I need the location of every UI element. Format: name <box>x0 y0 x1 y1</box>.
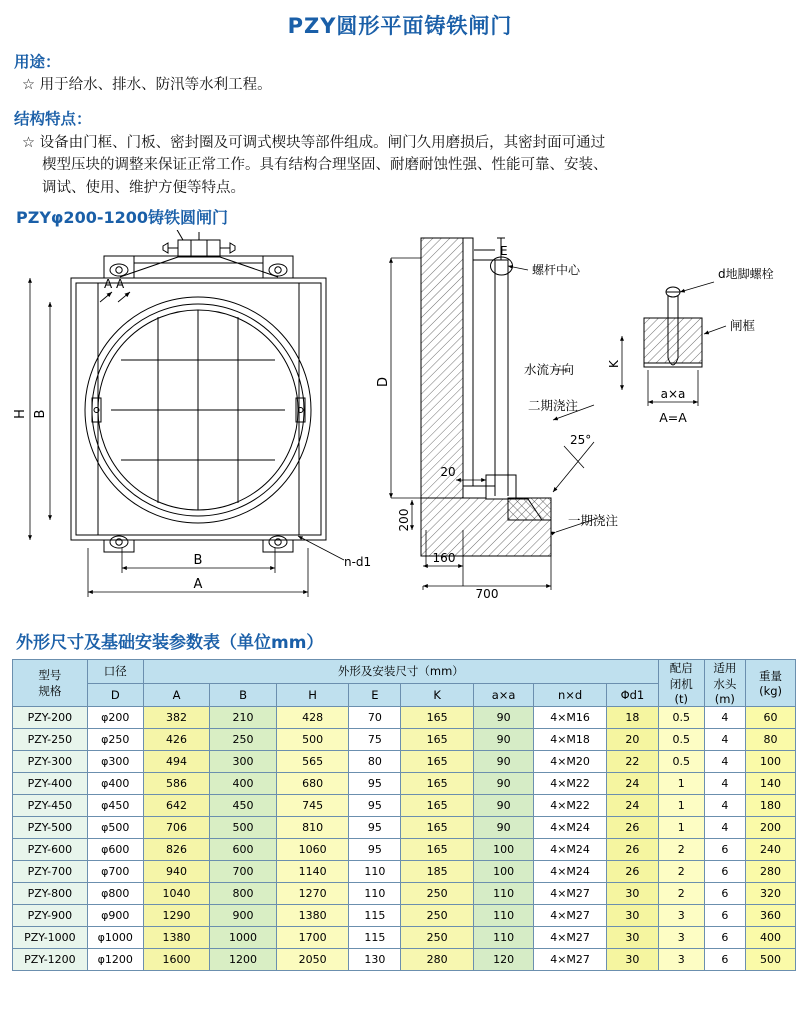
cell-hoist: 0.5 <box>658 707 704 729</box>
cell-k: 165 <box>401 729 474 751</box>
cell-hoist: 1 <box>658 773 704 795</box>
cell-axa: 110 <box>474 905 534 927</box>
cell-phid: 30 <box>606 883 658 905</box>
cell-e: 115 <box>349 927 401 949</box>
cell-axa: 100 <box>474 839 534 861</box>
cell-hoist: 1 <box>658 795 704 817</box>
section-structure-heading: 结构特点： <box>14 109 92 128</box>
cell-headwater: 4 <box>704 707 746 729</box>
technical-drawing <box>8 230 792 620</box>
col-header-d: D <box>87 683 143 707</box>
cell-b: 700 <box>210 861 276 883</box>
cell-axa: 110 <box>474 883 534 905</box>
cell-hoist: 3 <box>658 905 704 927</box>
cell-phid: 18 <box>606 707 658 729</box>
cell-model: PZY-1200 <box>13 949 88 971</box>
cell-model: PZY-400 <box>13 773 88 795</box>
cell-e: 130 <box>349 949 401 971</box>
parameters-table <box>12 659 796 971</box>
cell-d: φ400 <box>87 773 143 795</box>
col-header-headwater-line2: 水头 <box>713 677 737 692</box>
cell-nxd: 4×M22 <box>534 773 607 795</box>
table-title: 外形尺寸及基础安装参数表（单位mm） <box>16 633 324 654</box>
section-usage-heading: 用途： <box>14 53 61 71</box>
cell-b: 450 <box>210 795 276 817</box>
col-header-headwater <box>704 660 746 707</box>
cell-k: 250 <box>401 883 474 905</box>
cell-a: 1380 <box>143 927 209 949</box>
svg-text:n-d1: n-d1 <box>344 555 372 570</box>
cell-a: 826 <box>143 839 209 861</box>
cell-a: 1600 <box>143 949 209 971</box>
cell-weight: 360 <box>746 905 796 927</box>
cell-d: φ450 <box>87 795 143 817</box>
cell-a: 940 <box>143 861 209 883</box>
col-header-model-line2: 规格 <box>38 684 62 699</box>
cell-a: 586 <box>143 773 209 795</box>
cell-phid: 26 <box>606 817 658 839</box>
cell-hoist: 2 <box>658 861 704 883</box>
col-header-hoist-unit: (t) <box>674 692 688 707</box>
cell-phid: 30 <box>606 927 658 949</box>
col-header-nxd: n×d <box>534 683 607 707</box>
table-row <box>13 773 796 795</box>
col-header-a: A <box>143 683 209 707</box>
col-header-e: E <box>349 683 401 707</box>
table-row <box>13 795 796 817</box>
svg-text:螺杆中心: 螺杆中心 <box>532 263 581 278</box>
cell-e: 115 <box>349 905 401 927</box>
cell-axa: 90 <box>474 817 534 839</box>
col-header-headwater-line1: 适用 <box>713 661 737 676</box>
cell-e: 95 <box>349 795 401 817</box>
cell-nxd: 4×M18 <box>534 729 607 751</box>
cell-e: 110 <box>349 883 401 905</box>
cell-e: 75 <box>349 729 401 751</box>
table-header-row-1 <box>13 660 796 684</box>
cell-headwater: 6 <box>704 839 746 861</box>
col-header-hoist-line1: 配启 <box>669 661 693 676</box>
cell-phid: 20 <box>606 729 658 751</box>
cell-hoist: 3 <box>658 927 704 949</box>
cell-axa: 90 <box>474 751 534 773</box>
cell-b: 900 <box>210 905 276 927</box>
table-body <box>13 707 796 971</box>
cell-b: 1000 <box>210 927 276 949</box>
cell-nxd: 4×M22 <box>534 795 607 817</box>
svg-text:B: B <box>193 553 203 569</box>
svg-text:水流方向: 水流方向 <box>524 362 575 378</box>
cell-model: PZY-450 <box>13 795 88 817</box>
cell-phid: 26 <box>606 839 658 861</box>
cell-headwater: 6 <box>704 905 746 927</box>
svg-text:A: A <box>193 577 203 593</box>
cell-hoist: 1 <box>658 817 704 839</box>
cell-phid: 24 <box>606 773 658 795</box>
cell-model: PZY-900 <box>13 905 88 927</box>
cell-weight: 60 <box>746 707 796 729</box>
svg-text:E: E <box>500 244 508 259</box>
cell-hoist: 0.5 <box>658 751 704 773</box>
cell-nxd: 4×M27 <box>534 905 607 927</box>
cell-d: φ250 <box>87 729 143 751</box>
cell-nxd: 4×M24 <box>534 839 607 861</box>
cell-model: PZY-300 <box>13 751 88 773</box>
svg-text:一期浇注: 一期浇注 <box>568 513 619 529</box>
cell-nxd: 4×M24 <box>534 861 607 883</box>
table-row <box>13 707 796 729</box>
col-header-headwater-unit: (m) <box>714 692 735 707</box>
table-row <box>13 817 796 839</box>
model-subtitle: PZYφ200-1200铸铁圆闸门 <box>16 208 229 228</box>
cell-weight: 140 <box>746 773 796 795</box>
cell-phid: 22 <box>606 751 658 773</box>
cell-phid: 30 <box>606 905 658 927</box>
cell-headwater: 6 <box>704 883 746 905</box>
cell-model: PZY-250 <box>13 729 88 751</box>
cell-headwater: 4 <box>704 751 746 773</box>
cell-h: 680 <box>276 773 349 795</box>
cell-k: 280 <box>401 949 474 971</box>
cell-d: φ600 <box>87 839 143 861</box>
cell-nxd: 4×M20 <box>534 751 607 773</box>
col-header-phid: Φd1 <box>606 683 658 707</box>
cell-nxd: 4×M27 <box>534 883 607 905</box>
cell-k: 185 <box>401 861 474 883</box>
cell-k: 250 <box>401 927 474 949</box>
cell-k: 165 <box>401 707 474 729</box>
cell-a: 426 <box>143 729 209 751</box>
table-row <box>13 861 796 883</box>
col-header-model <box>13 660 88 707</box>
cell-b: 500 <box>210 817 276 839</box>
cell-headwater: 4 <box>704 729 746 751</box>
cell-d: φ700 <box>87 861 143 883</box>
cell-d: φ1000 <box>87 927 143 949</box>
cell-b: 1200 <box>210 949 276 971</box>
cell-weight: 500 <box>746 949 796 971</box>
cell-axa: 90 <box>474 795 534 817</box>
cell-a: 1290 <box>143 905 209 927</box>
cell-d: φ900 <box>87 905 143 927</box>
cell-e: 95 <box>349 817 401 839</box>
cell-headwater: 6 <box>704 861 746 883</box>
svg-text:20: 20 <box>440 465 456 480</box>
cell-weight: 400 <box>746 927 796 949</box>
cell-k: 165 <box>401 839 474 861</box>
cell-h: 1140 <box>276 861 349 883</box>
svg-text:d地脚螺栓: d地脚螺栓 <box>718 267 774 282</box>
cell-weight: 180 <box>746 795 796 817</box>
cell-k: 165 <box>401 751 474 773</box>
col-header-dims: 外形及安装尺寸（mm） <box>143 660 658 684</box>
svg-text:A A: A A <box>104 277 125 292</box>
cell-h: 810 <box>276 817 349 839</box>
col-header-axa: a×a <box>474 683 534 707</box>
cell-e: 80 <box>349 751 401 773</box>
cell-a: 642 <box>143 795 209 817</box>
table-row <box>13 883 796 905</box>
cell-headwater: 4 <box>704 773 746 795</box>
cell-d: φ500 <box>87 817 143 839</box>
cell-h: 1270 <box>276 883 349 905</box>
cell-model: PZY-1000 <box>13 927 88 949</box>
svg-text:K: K <box>607 360 621 369</box>
cell-weight: 280 <box>746 861 796 883</box>
cell-a: 1040 <box>143 883 209 905</box>
col-header-weight <box>746 660 796 707</box>
svg-text:700: 700 <box>475 587 499 602</box>
cell-e: 95 <box>349 773 401 795</box>
cell-h: 428 <box>276 707 349 729</box>
cell-k: 250 <box>401 905 474 927</box>
svg-text:B: B <box>33 409 48 419</box>
cell-weight: 100 <box>746 751 796 773</box>
cell-phid: 26 <box>606 861 658 883</box>
cell-nxd: 4×M27 <box>534 949 607 971</box>
cell-k: 165 <box>401 795 474 817</box>
cell-hoist: 2 <box>658 883 704 905</box>
cell-nxd: 4×M24 <box>534 817 607 839</box>
svg-text:200: 200 <box>397 508 411 532</box>
cell-axa: 110 <box>474 927 534 949</box>
cell-nxd: 4×M27 <box>534 927 607 949</box>
svg-text:25°: 25° <box>570 433 592 448</box>
svg-text:160: 160 <box>432 551 456 566</box>
cell-b: 250 <box>210 729 276 751</box>
cell-k: 165 <box>401 773 474 795</box>
table-row <box>13 927 796 949</box>
cell-h: 1700 <box>276 927 349 949</box>
cell-headwater: 6 <box>704 949 746 971</box>
cell-phid: 30 <box>606 949 658 971</box>
svg-text:A=A: A=A <box>659 410 687 426</box>
col-header-hoist <box>658 660 704 707</box>
cell-weight: 240 <box>746 839 796 861</box>
cell-d: φ1200 <box>87 949 143 971</box>
table-row <box>13 905 796 927</box>
cell-d: φ800 <box>87 883 143 905</box>
cell-headwater: 4 <box>704 817 746 839</box>
svg-text:闸框: 闸框 <box>730 318 756 334</box>
cell-model: PZY-500 <box>13 817 88 839</box>
cell-a: 494 <box>143 751 209 773</box>
cell-h: 565 <box>276 751 349 773</box>
svg-text:D: D <box>376 377 391 388</box>
cell-headwater: 4 <box>704 795 746 817</box>
table-row <box>13 839 796 861</box>
col-header-k: K <box>401 683 474 707</box>
cell-phid: 24 <box>606 795 658 817</box>
cell-h: 1380 <box>276 905 349 927</box>
cell-hoist: 2 <box>658 839 704 861</box>
section-usage-line-1: ☆ 用于给水、排水、防汛等水利工程。 <box>22 77 272 93</box>
cell-hoist: 3 <box>658 949 704 971</box>
cell-h: 2050 <box>276 949 349 971</box>
table-row <box>13 729 796 751</box>
cell-model: PZY-600 <box>13 839 88 861</box>
cell-weight: 80 <box>746 729 796 751</box>
cell-model: PZY-800 <box>13 883 88 905</box>
cell-h: 745 <box>276 795 349 817</box>
svg-text:a×a: a×a <box>660 387 686 402</box>
col-header-model-line1: 型号 <box>38 668 62 683</box>
col-header-hoist-line2: 闭机 <box>669 677 693 692</box>
cell-h: 500 <box>276 729 349 751</box>
page-title: PZY圆形平面铸铁闸门 <box>287 14 513 38</box>
cell-model: PZY-200 <box>13 707 88 729</box>
cell-model: PZY-700 <box>13 861 88 883</box>
cell-axa: 90 <box>474 707 534 729</box>
cell-axa: 90 <box>474 729 534 751</box>
cell-axa: 90 <box>474 773 534 795</box>
col-header-weight-line1: 重量 <box>759 669 783 684</box>
cell-b: 300 <box>210 751 276 773</box>
col-header-h: H <box>276 683 349 707</box>
cell-e: 95 <box>349 839 401 861</box>
cell-weight: 320 <box>746 883 796 905</box>
cell-h: 1060 <box>276 839 349 861</box>
col-header-weight-line2: (kg) <box>759 684 783 699</box>
cell-d: φ300 <box>87 751 143 773</box>
cell-axa: 120 <box>474 949 534 971</box>
cell-a: 706 <box>143 817 209 839</box>
cell-k: 165 <box>401 817 474 839</box>
col-header-b: B <box>210 683 276 707</box>
cell-d: φ200 <box>87 707 143 729</box>
section-structure-line-1: ☆ 设备由门框、门板、密封圈及可调式楔块等部件组成。闸门久用磨损后，其密封面可通过 <box>22 134 606 151</box>
cell-headwater: 6 <box>704 927 746 949</box>
cell-hoist: 0.5 <box>658 729 704 751</box>
section-structure <box>8 107 792 199</box>
table-row <box>13 949 796 971</box>
cell-a: 382 <box>143 707 209 729</box>
section-usage <box>8 50 792 97</box>
col-header-bore: 口径 <box>87 660 143 684</box>
cell-e: 70 <box>349 707 401 729</box>
cell-axa: 100 <box>474 861 534 883</box>
cell-b: 600 <box>210 839 276 861</box>
table-row <box>13 751 796 773</box>
cell-b: 800 <box>210 883 276 905</box>
cell-b: 400 <box>210 773 276 795</box>
cell-weight: 200 <box>746 817 796 839</box>
svg-text:二期浇注: 二期浇注 <box>528 398 579 414</box>
section-structure-line-2: 楔型压块的调整来保证正常工作。具有结构合理坚固、耐磨耐蚀性强、性能可靠、安装、 <box>42 157 608 174</box>
cell-nxd: 4×M16 <box>534 707 607 729</box>
section-structure-line-3: 调试、使用、维护方便等特点。 <box>42 179 245 196</box>
cell-e: 110 <box>349 861 401 883</box>
svg-text:H: H <box>13 409 28 420</box>
cell-b: 210 <box>210 707 276 729</box>
